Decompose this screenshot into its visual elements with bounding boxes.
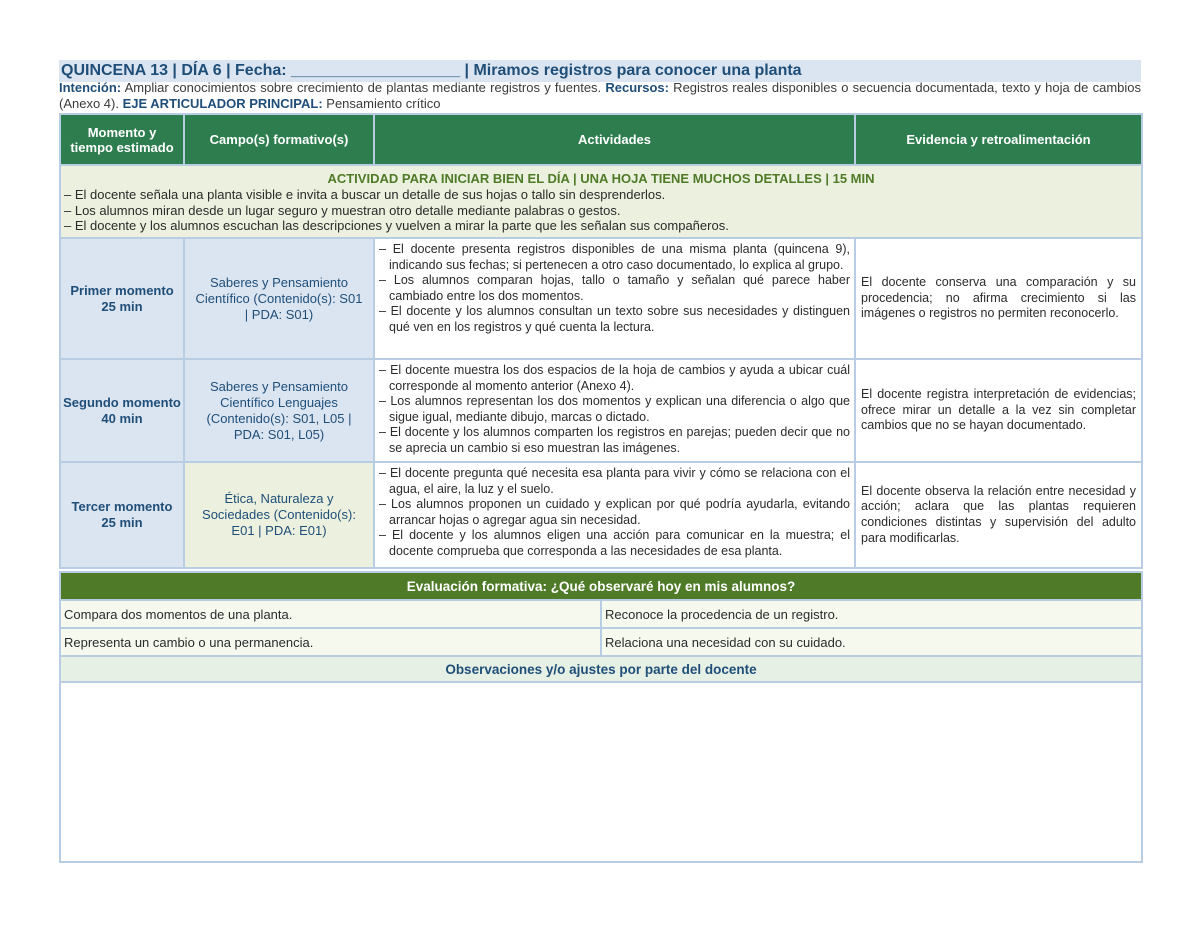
opening-title: ACTIVIDAD PARA INICIAR BIEN EL DÍA | UNA HOJA TIENE MUCHOS DETALLES | 15 MIN: [327, 171, 875, 187]
evaluation-criterion: Relaciona una necesidad con su cuidado.: [601, 628, 1142, 656]
activities-cell: [374, 462, 855, 568]
activity-item: – El docente y los alumnos consultan un texto sobre sus necesidades y distinguen qué ven en los registros y qué cuenta la lectura.: [379, 304, 850, 335]
moment-row-2: [60, 359, 1142, 462]
header-moment: Momento y tiempo estimado: [60, 114, 184, 165]
planning-table: [59, 113, 1143, 569]
opening-item: – El docente señala una planta visible e invita a buscar un detalle de sus hojas o tallo sin desprenderlos.: [64, 187, 1138, 203]
observations-area[interactable]: [60, 682, 1142, 862]
moment-cell: [60, 238, 184, 359]
activity-item: – El docente y los alumnos eligen una acción para comunicar en la muestra; el docente comprueba que corresponda a las necesidades de esa planta.: [379, 528, 850, 559]
opening-list: [64, 187, 1138, 234]
opening-activity-row: [60, 165, 1142, 238]
moment-time: 25 min: [101, 298, 143, 314]
moment-row-1: [60, 238, 1142, 359]
header-evidence: Evidencia y retroalimentación: [855, 114, 1142, 165]
evidence-cell: El docente registra interpretación de evidencias; ofrece mirar un detalle a la vez sin completar cambios que no se hayan documentado.: [855, 359, 1142, 462]
opening-item: – El docente y los alumnos escuchan las descripciones y vuelven a mirar la parte que les señalan sus compañeros.: [64, 218, 1138, 234]
evidence-cell: El docente conserva una comparación y su procedencia; no afirma crecimiento si las imágenes o registros no permiten reconocerlo.: [855, 238, 1142, 359]
campo-cell: Saberes y Pensamiento Científico (Contenido(s): S01 | PDA: S01): [184, 238, 374, 359]
observations-title: Observaciones y/o ajustes por parte del docente: [60, 656, 1142, 682]
header-campo: Campo(s) formativo(s): [184, 114, 374, 165]
moment-row-3: [60, 462, 1142, 568]
resources-label: Recursos:: [605, 80, 669, 95]
evaluation-criterion: Representa un cambio o una permanencia.: [60, 628, 601, 656]
activities-cell: [374, 359, 855, 462]
opening-item: – Los alumnos miran desde un lugar seguro y muestran otro detalle mediante palabras o gestos.: [64, 203, 1138, 219]
moment-cell: [60, 359, 184, 462]
opening-activity: [60, 165, 1142, 238]
moment-time: 40 min: [101, 410, 143, 426]
intent-label: Intención:: [59, 80, 122, 95]
campo-cell: Saberes y Pensamiento Científico Lenguajes (Contenido(s): S01, L05 | PDA: S01, L05): [184, 359, 374, 462]
resources-text: Registros reales disponibles o secuencia documentada, texto y hoja de cambios (Anexo 4).: [59, 80, 1141, 111]
moment-time: 25 min: [101, 515, 143, 530]
campo-cell: Ética, Naturaleza y Sociedades (Contenido(s): E01 | PDA: E01): [184, 462, 374, 568]
activity-item: – El docente presenta registros disponibles de una misma planta (quincena 9), indicando sus fechas; si pertenecen a otro caso documentado, lo explica al grupo.: [379, 242, 850, 273]
axis-text: Pensamiento crítico: [322, 95, 441, 111]
activity-item: – Los alumnos comparan hojas, tallo o tamaño y señalan qué parece haber cambiado entre los dos momentos.: [379, 273, 850, 304]
activity-item: – El docente y los alumnos comparten los registros en parejas; pueden decir que no se aprecia un cambio si eso muestran las imágenes.: [379, 425, 850, 456]
header-activities: Actividades: [374, 114, 855, 165]
moment-cell: [60, 462, 184, 568]
moment-name: Segundo momento: [63, 394, 181, 410]
evaluation-criterion: Reconoce la procedencia de un registro.: [601, 600, 1142, 628]
page-title: QUINCENA 13 | DÍA 6 | Fecha: ___________________ | Miramos registros para conocer una planta: [59, 60, 1141, 82]
table-header-row: [60, 114, 1142, 165]
moment-name: Primer momento: [70, 282, 174, 298]
axis-label: EJE ARTICULADOR PRINCIPAL:: [122, 95, 323, 111]
moment-name: Tercer momento: [71, 499, 173, 514]
evaluation-criterion: Compara dos momentos de una planta.: [60, 600, 601, 628]
evaluation-title: Evaluación formativa: ¿Qué observaré hoy en mis alumnos?: [60, 572, 1142, 600]
activities-cell: [374, 238, 855, 359]
evaluation-table: [59, 571, 1143, 863]
activity-item: – El docente muestra los dos espacios de la hoja de cambios y ayuda a ubicar cuál corresponde al momento anterior (Anexo 4).: [379, 363, 850, 394]
activity-item: – Los alumnos representan los dos momentos y explican una diferencia o algo que sigue igual, mediante dibujo, marcas o dictado.: [379, 394, 850, 425]
intent-text: Ampliar conocimientos sobre crecimiento de plantas mediante registros y fuentes.: [121, 80, 606, 95]
activity-item: – Los alumnos proponen un cuidado y explican por qué podría ayudarla, evitando arrancar hojas o agregar agua sin necesidad.: [379, 497, 850, 528]
activity-item: – El docente pregunta qué necesita esa planta para vivir y cómo se relaciona con el agua, el aire, la luz y el suelo.: [379, 466, 850, 497]
evidence-cell: El docente observa la relación entre necesidad y acción; aclara que las plantas requieren condiciones distintas y supervisión del adulto para modificarlas.: [855, 462, 1142, 568]
intent-paragraph: [59, 80, 1141, 111]
